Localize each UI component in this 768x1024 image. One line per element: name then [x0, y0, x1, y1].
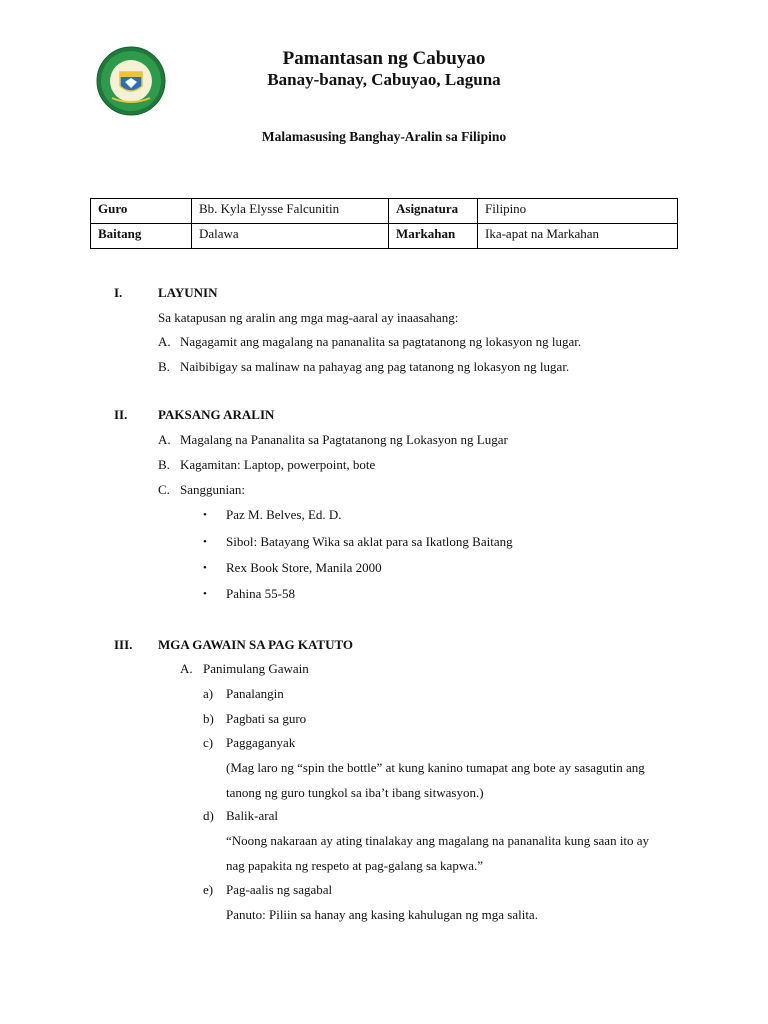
- baitang-value: Dalawa: [192, 224, 389, 249]
- reference-item: Sibol: Batayang Wika sa aklat para sa Ikatlong Baitang: [226, 534, 513, 549]
- reference-item: Paz M. Belves, Ed. D.: [226, 507, 342, 522]
- section-3-title: MGA GAWAIN SA PAG KATUTO: [158, 637, 354, 652]
- step-item: Panalangin: [226, 686, 284, 701]
- section-1-title: LAYUNIN: [158, 285, 218, 300]
- list-item: Magalang na Pananalita sa Pagtatanong ng Lokasyon ng Lugar: [180, 432, 508, 447]
- asignatura-value: Filipino: [478, 199, 678, 224]
- baitang-label: Baitang: [91, 224, 192, 249]
- step-marker: c): [203, 735, 214, 750]
- section-3-number: III.: [114, 637, 133, 652]
- step-item: Pag-aalis ng sagabal: [226, 882, 333, 897]
- guro-value: Bb. Kyla Elysse Falcunitin: [192, 199, 389, 224]
- reference-item: Pahina 55-58: [226, 586, 295, 601]
- guro-label: Guro: [91, 199, 192, 224]
- section-2-title: PAKSANG ARALIN: [158, 407, 275, 422]
- list-item: Nagagamit ang magalang na pananalita sa pagtatanong ng lokasyon ng lugar.: [180, 334, 582, 349]
- asignatura-label: Asignatura: [389, 199, 478, 224]
- step-item: Paggaganyak: [226, 735, 296, 750]
- subsection-marker: A.: [180, 661, 193, 676]
- institution-address: Banay-banay, Cabuyao, Laguna: [267, 70, 501, 89]
- bullet-icon: •: [203, 509, 207, 521]
- section-1-intro: Sa katapusan ng aralin ang mga mag-aaral ay inaasahang:: [158, 310, 459, 325]
- bullet-icon: •: [203, 562, 207, 574]
- list-item-marker: C.: [158, 482, 170, 497]
- step-marker: d): [203, 808, 214, 823]
- step-marker: e): [203, 882, 214, 897]
- section-2-number: II.: [114, 407, 128, 422]
- institution-name: Pamantasan ng Cabuyao: [282, 48, 486, 69]
- list-item: Sanggunian:: [180, 482, 245, 497]
- section-1-number: I.: [114, 285, 123, 300]
- markahan-value: Ika-apat na Markahan: [478, 224, 678, 249]
- subsection-title: Panimulang Gawain: [203, 661, 309, 676]
- markahan-label: Markahan: [389, 224, 478, 249]
- list-item-marker: A.: [158, 334, 171, 349]
- balik-aral-quote: nag papakita ng respeto at pag-galang sa kapwa.”: [226, 858, 484, 873]
- lesson-info-table: [90, 198, 678, 249]
- bullet-icon: •: [203, 588, 207, 600]
- reference-item: Rex Book Store, Manila 2000: [226, 560, 382, 575]
- list-item: Naibibigay sa malinaw na pahayag ang pag tatanong ng lokasyon ng lugar.: [180, 359, 570, 374]
- table-row: [91, 199, 678, 224]
- paggaganyak-note: tanong ng guro tungkol sa iba’t ibang sitwasyon.): [226, 785, 484, 800]
- table-row: [91, 224, 678, 249]
- bullet-icon: •: [203, 536, 207, 548]
- balik-aral-quote: “Noong nakaraan ay ating tinalakay ang magalang na pananalita kung saan ito ay: [226, 833, 650, 848]
- step-marker: a): [203, 686, 214, 701]
- list-item-marker: B.: [158, 457, 170, 472]
- list-item: Kagamitan: Laptop, powerpoint, bote: [180, 457, 376, 472]
- list-item-marker: A.: [158, 432, 171, 447]
- step-item: Balik-aral: [226, 808, 278, 823]
- step-marker: b): [203, 711, 214, 726]
- list-item-marker: B.: [158, 359, 170, 374]
- paggaganyak-note: (Mag laro ng “spin the bottle” at kung kanino tumapat ang bote ay sasagutin ang: [226, 760, 645, 775]
- step-item: Pagbati sa guro: [226, 711, 307, 726]
- panuto-text: Panuto: Piliin sa hanay ang kasing kahulugan ng mga salita.: [226, 907, 538, 922]
- document-title: Malamasusing Banghay-Aralin sa Filipino: [261, 129, 507, 144]
